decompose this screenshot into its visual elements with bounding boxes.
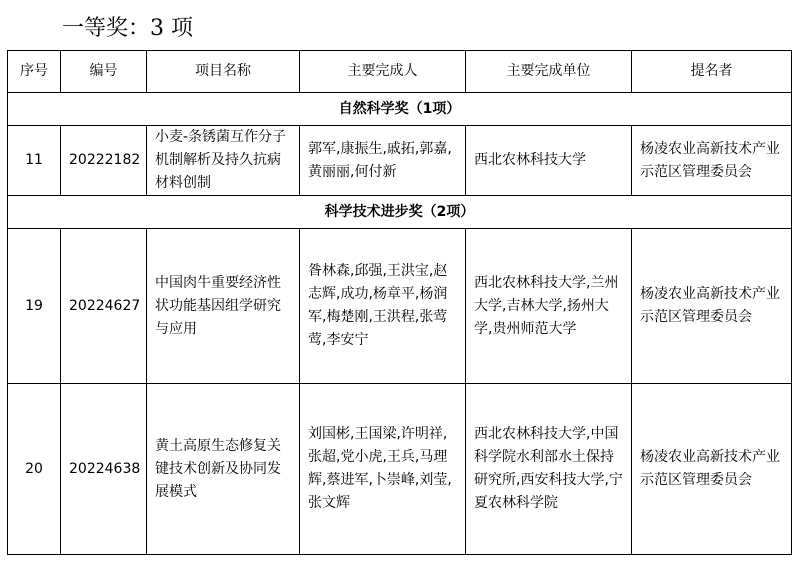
section-row-natural-science bbox=[8, 93, 792, 126]
award-table bbox=[7, 50, 792, 555]
cell-project: 黄土高原生态修复关键技术创新及协同发展模式 bbox=[147, 384, 300, 555]
cell-seq: 20 bbox=[8, 384, 61, 555]
cell-people: 郭军,康振生,戚拓,郭嘉,黄丽丽,何付新 bbox=[300, 126, 466, 196]
section-title: 自然科学奖（1项） bbox=[8, 93, 792, 126]
cell-project: 小麦-条锈菌互作分子机制解析及持久抗病材料创制 bbox=[147, 126, 300, 196]
table-row bbox=[8, 126, 792, 196]
cell-units: 西北农林科技大学,兰州大学,吉林大学,扬州大学,贵州师范大学 bbox=[466, 229, 632, 384]
table-row bbox=[8, 384, 792, 555]
cell-units: 西北农林科技大学 bbox=[466, 126, 632, 196]
cell-code: 20224627 bbox=[61, 229, 147, 384]
header-code: 编号 bbox=[61, 51, 147, 93]
cell-seq: 11 bbox=[8, 126, 61, 196]
cell-seq: 19 bbox=[8, 229, 61, 384]
cell-nominator: 杨凌农业高新技术产业示范区管理委员会 bbox=[632, 384, 792, 555]
table-row bbox=[8, 229, 792, 384]
award-level-heading: 一等奖：3 项 bbox=[62, 16, 193, 41]
header-people: 主要完成人 bbox=[300, 51, 466, 93]
cell-code: 20222182 bbox=[61, 126, 147, 196]
cell-units: 西北农林科技大学,中国科学院水利部水土保持研究所,西安科技大学,宁夏农林科学院 bbox=[466, 384, 632, 555]
table-header-row bbox=[8, 51, 792, 93]
cell-people: 刘国彬,王国梁,许明祥,张超,党小虎,王兵,马理辉,蔡进军,卜崇峰,刘莹,张文辉 bbox=[300, 384, 466, 555]
header-units: 主要完成单位 bbox=[466, 51, 632, 93]
section-title: 科学技术进步奖（2项） bbox=[8, 196, 792, 229]
cell-code: 20224638 bbox=[61, 384, 147, 555]
cell-nominator: 杨凌农业高新技术产业示范区管理委员会 bbox=[632, 126, 792, 196]
header-seq: 序号 bbox=[8, 51, 61, 93]
section-row-sci-tech-progress bbox=[8, 196, 792, 229]
header-project: 项目名称 bbox=[147, 51, 300, 93]
cell-project: 中国肉牛重要经济性状功能基因组学研究与应用 bbox=[147, 229, 300, 384]
cell-people: 昝林森,邱强,王洪宝,赵志辉,成功,杨章平,杨润军,梅楚刚,王洪程,张莺莺,李安宁 bbox=[300, 229, 466, 384]
header-nominator: 提名者 bbox=[632, 51, 792, 93]
cell-nominator: 杨凌农业高新技术产业示范区管理委员会 bbox=[632, 229, 792, 384]
